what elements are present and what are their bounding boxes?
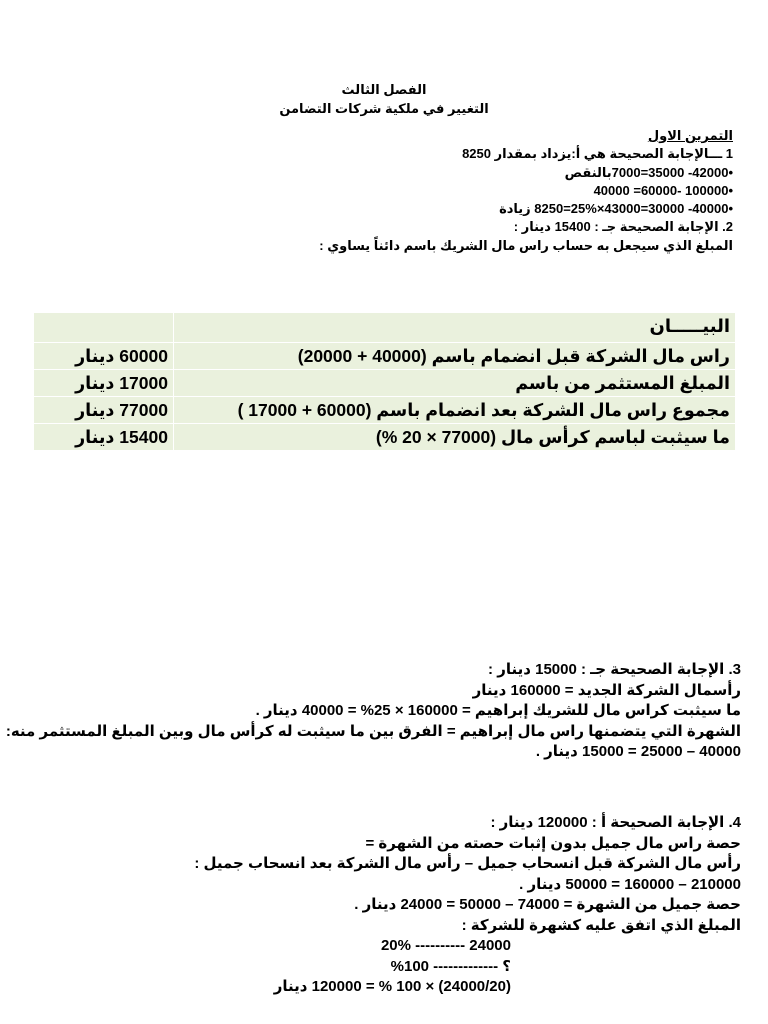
chapter-header	[0, 80, 768, 118]
calc-line: 24000 ---------- 20%	[380, 937, 511, 954]
answer-line: 210000 – 160000 = 50000 دينار .	[519, 875, 741, 893]
answer-3-section	[1, 660, 741, 763]
answer-4-section	[1, 813, 741, 998]
row-description: المبلغ المستثمر من باسم	[173, 370, 735, 397]
answer-line: حصة جميل من الشهرة = 74000 – 50000 = 24000 دينار .	[354, 896, 741, 913]
exercise-line: 1 ـــالإجابة الصحيحة هي أ:يزداد بمقدار 8250	[462, 146, 733, 162]
row-description: راس مال الشركة قبل انضمام باسم (40000 + 20000)	[173, 343, 735, 370]
exercise-1	[33, 127, 733, 255]
answer-line: 40000 – 25000 = 15000 دينار .	[535, 743, 741, 760]
row-description: ما سيثبت لباسم كرأس مال (77000 × 20 %)	[173, 424, 735, 451]
chapter-subtitle: التغيير في ملكية شركات التضامن	[279, 101, 489, 116]
exercise-title: التمرين الاول	[647, 128, 733, 143]
answer-line: رأسمال الشركة الجديد = 160000 دينار	[472, 681, 741, 699]
statement-table	[33, 312, 736, 451]
row-description: مجموع راس مال الشركة بعد انضمام باسم (60000 + 17000 )	[173, 397, 735, 424]
row-amount: 60000 دينار	[34, 343, 174, 370]
chapter-title: الفصل الثالث	[341, 82, 427, 97]
answer-line: حصة راس مال جميل بدون إثبات حصته من الشهرة =	[365, 834, 741, 852]
table-header-empty-cell	[34, 313, 174, 343]
answer-line: ما سيثبت كراس مال للشريك إبراهيم = 160000 × 25% = 40000 دينار .	[255, 702, 741, 719]
row-amount: 77000 دينار	[34, 397, 174, 424]
table-row	[34, 397, 736, 424]
calc-line: ؟ ------------- 100%	[390, 957, 511, 975]
answer-line: الشهرة التي يتضمنها راس مال إبراهيم = الفرق بين ما سيثبت له كرأس مال وبين المبلغ المستثمر منه:	[5, 722, 741, 740]
answer-line: رأس مال الشركة قبل انسحاب جميل – رأس مال الشركة بعد انسحاب جميل :	[194, 855, 741, 872]
table-header-cell: البيـــــان	[173, 313, 735, 343]
table-header-row	[34, 313, 736, 343]
calc-line: (24000/20) × 100 % = 120000 دينار	[273, 978, 511, 995]
exercise-line: المبلغ الذي سيجعل به حساب راس مال الشريك باسم دائناً يساوي :	[319, 237, 733, 253]
exercise-line: •40000- 30000=43000×25%=8250 زيادة	[499, 201, 733, 217]
table-row	[34, 370, 736, 397]
answer-line: 4. الإجابة الصحيحة أ : 120000 دينار :	[490, 814, 741, 831]
exercise-line: 2. الإجابة الصحيحة جـ : 15400 دينار :	[513, 219, 733, 235]
exercise-line: •42000- 35000=7000بالنقص	[564, 164, 733, 180]
row-amount: 15400 دينار	[34, 424, 174, 451]
exercise-line: •100000 -60000= 40000	[593, 182, 733, 198]
table-row	[34, 424, 736, 451]
answer-line: 3. الإجابة الصحيحة جـ : 15000 دينار :	[488, 661, 741, 678]
row-amount: 17000 دينار	[34, 370, 174, 397]
table-row	[34, 343, 736, 370]
answer-line: المبلغ الذي اتفق عليه كشهرة للشركة :	[461, 916, 741, 934]
